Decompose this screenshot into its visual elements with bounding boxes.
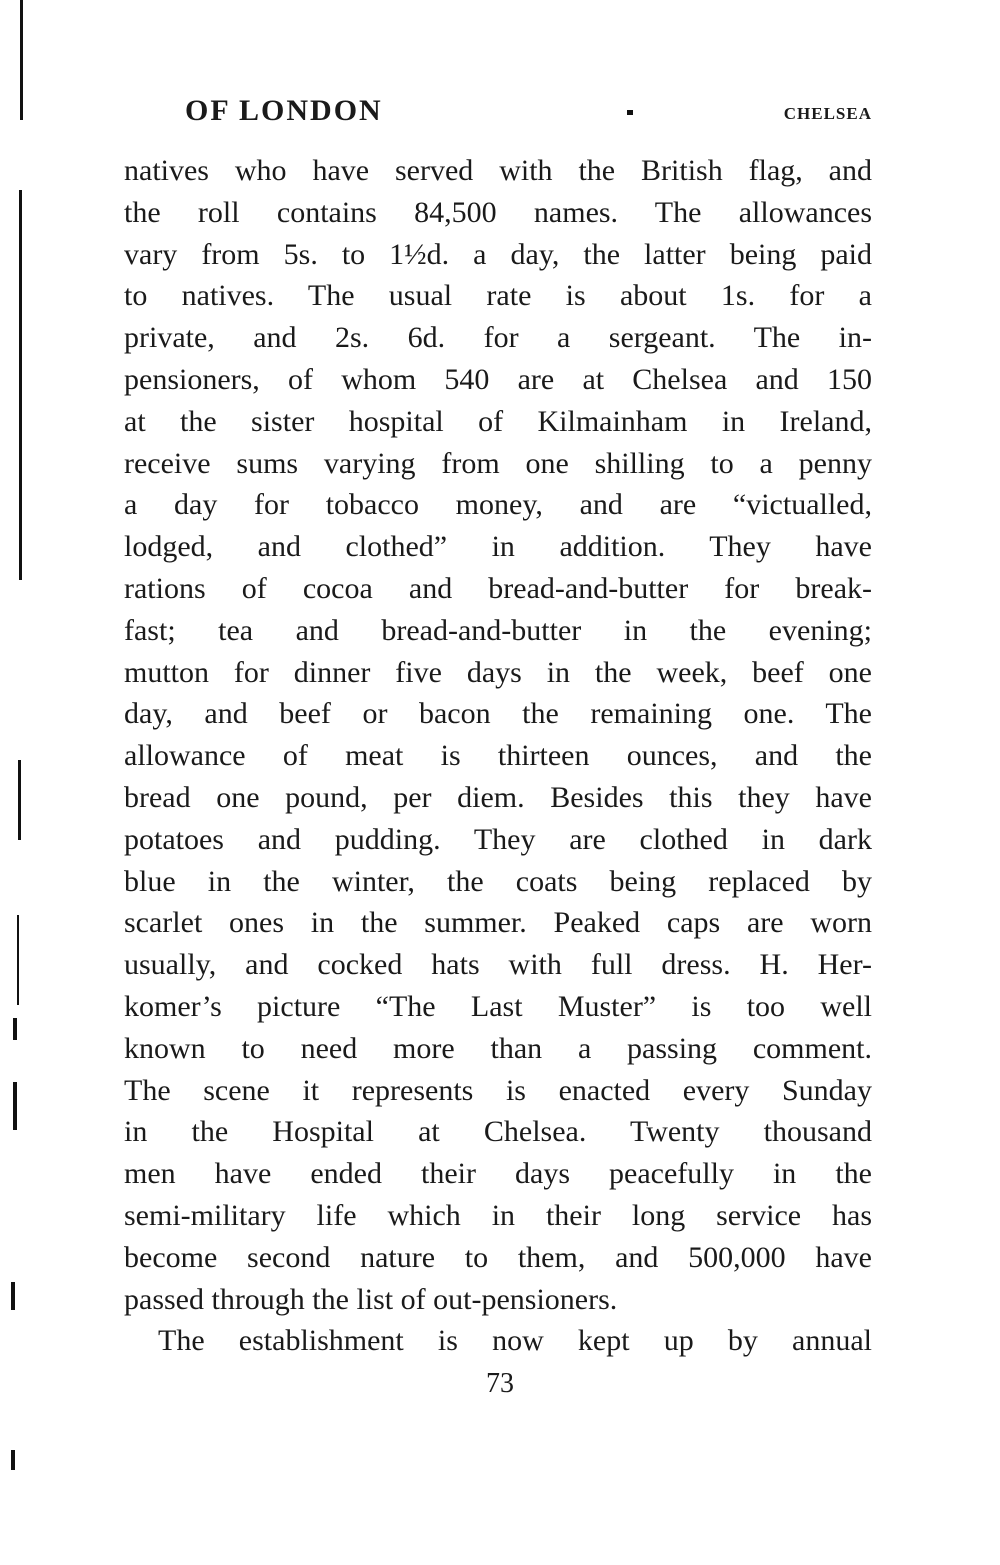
running-head-title: OF LONDON — [185, 94, 383, 127]
text-line: blue in the winter, the coats being replaced by — [124, 864, 872, 898]
text-line: the roll contains 84,500 names. The allowances — [124, 195, 872, 229]
text-line: bread one pound, per diem. Besides this they have — [124, 780, 872, 814]
scan-edge-mark — [13, 1082, 17, 1130]
text-line: lodged, and clothed” in addition. They have — [124, 530, 872, 564]
body-text — [124, 150, 872, 1362]
text-line: potatoes and pudding. They are clothed in dark — [124, 822, 872, 856]
running-head-section: CHELSEA — [783, 104, 872, 123]
scan-edge-mark — [17, 915, 19, 1005]
text-line: in the Hospital at Chelsea. Twenty thousand — [124, 1115, 872, 1149]
text-line: usually, and cocked hats with full dress. H. Her- — [124, 948, 872, 982]
scan-edge-mark — [19, 190, 22, 580]
scan-edge-mark — [13, 1018, 17, 1040]
text-line: vary from 5s. to 1½d. a day, the latter being paid — [124, 237, 872, 271]
text-line: allowance of meat is thirteen ounces, and the — [124, 739, 872, 773]
scan-edge-mark — [20, 0, 23, 120]
text-line: a day for tobacco money, and are “victualled, — [124, 488, 872, 522]
running-header — [185, 94, 872, 130]
text-line: pensioners, of whom 540 are at Chelsea and 150 — [124, 362, 872, 396]
text-line: rations of cocoa and bread-and-butter for break- — [124, 571, 872, 605]
scan-edge-mark — [11, 1282, 15, 1310]
header-ornament-icon — [627, 110, 633, 115]
text-line: known to need more than a passing comment. — [124, 1031, 872, 1065]
text-line: become second nature to them, and 500,000 have — [124, 1240, 872, 1274]
page-number: 73 — [486, 1368, 514, 1399]
text-line: receive sums varying from one shilling to a penny — [124, 446, 872, 480]
scan-edge-mark — [18, 760, 21, 840]
text-line: mutton for dinner five days in the week, beef one — [124, 655, 872, 689]
text-line: fast; tea and bread-and-butter in the evening; — [124, 613, 872, 647]
text-line: at the sister hospital of Kilmainham in Ireland, — [124, 404, 872, 438]
text-line: passed through the list of out-pensioners. — [124, 1282, 618, 1316]
text-line: day, and beef or bacon the remaining one. The — [124, 697, 872, 731]
text-line: men have ended their days peacefully in the — [124, 1157, 872, 1191]
text-line: natives who have served with the British flag, and — [124, 154, 872, 187]
text-line: to natives. The usual rate is about 1s. for a — [124, 279, 872, 313]
text-line: komer’s picture “The Last Muster” is too well — [124, 989, 872, 1023]
scan-edge-mark — [11, 1450, 15, 1470]
text-line: The establishment is now kept up by annual — [158, 1324, 872, 1358]
text-line: The scene it represents is enacted every Sunday — [124, 1073, 872, 1107]
text-line: scarlet ones in the summer. Peaked caps are worn — [124, 906, 872, 940]
text-line: semi-military life which in their long service has — [124, 1198, 872, 1232]
text-line: private, and 2s. 6d. for a sergeant. The in- — [124, 321, 872, 355]
